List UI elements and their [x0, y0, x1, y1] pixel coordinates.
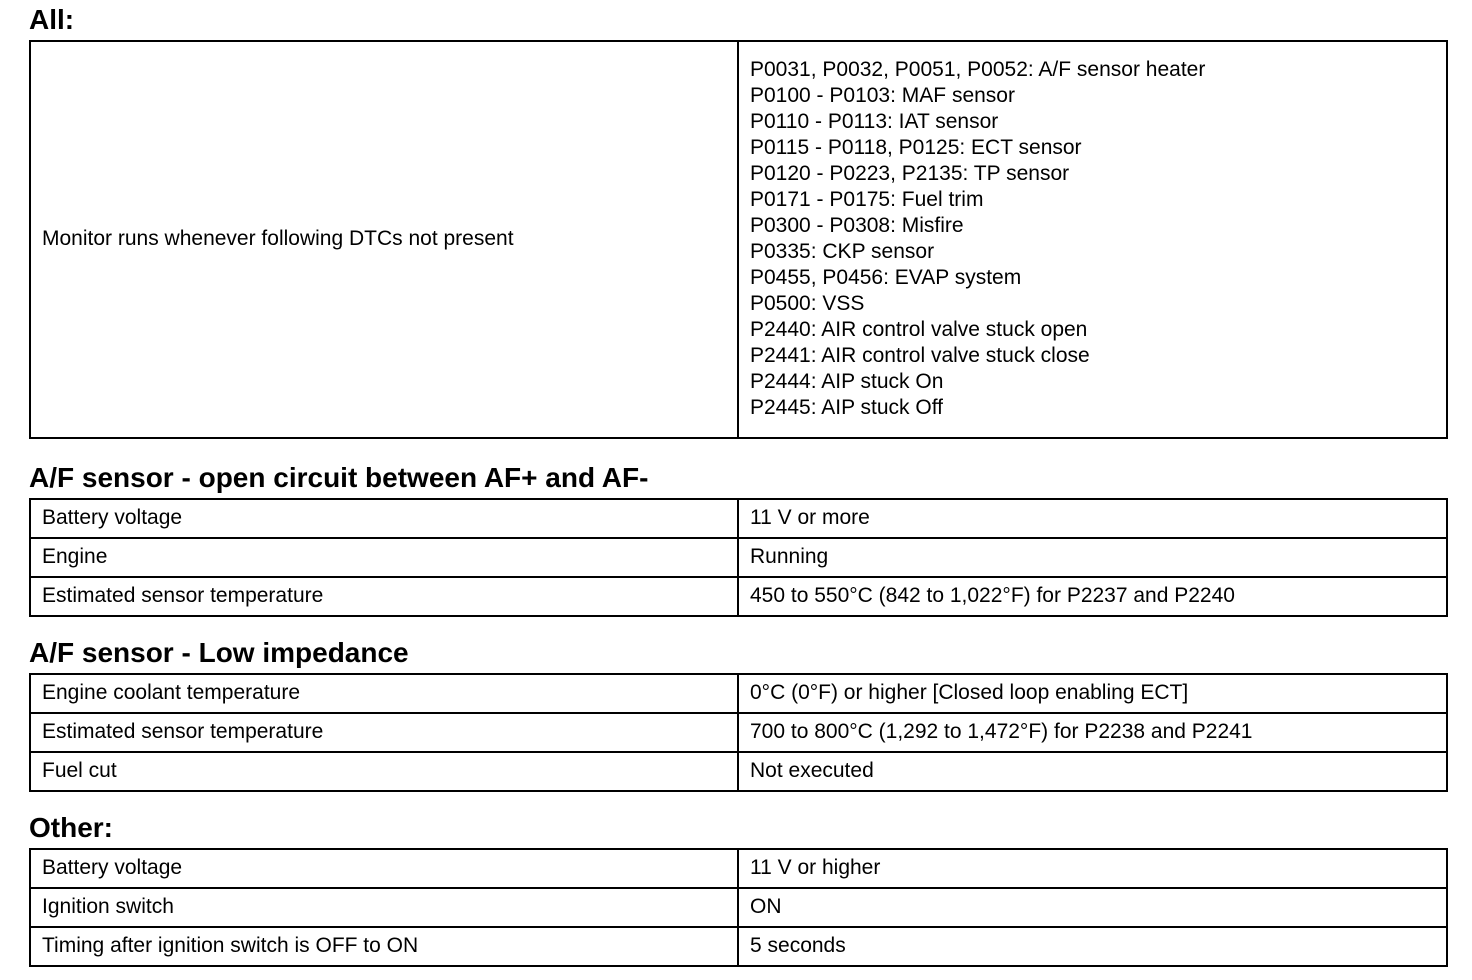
row-label: Ignition switch: [30, 888, 738, 927]
row-label: Estimated sensor temperature: [30, 713, 738, 752]
table-row: [30, 499, 1447, 538]
dtc-item: P0455, P0456: EVAP system: [750, 266, 1022, 289]
row-label: Estimated sensor temperature: [30, 577, 738, 616]
table-af-open-circuit: [29, 498, 1448, 617]
table-af-low-impedance: [29, 673, 1448, 792]
table-row: [30, 927, 1447, 966]
table-row: [30, 674, 1447, 713]
section-heading-all: All:: [29, 4, 75, 35]
dtc-list: [738, 41, 1447, 438]
row-value: 0°C (0°F) or higher [Closed loop enabling ECT]: [738, 674, 1447, 713]
dtc-item: P2444: AIP stuck On: [750, 370, 944, 393]
section-heading-af-low-impedance: A/F sensor - Low impedance: [29, 637, 409, 668]
table-row: [30, 41, 1447, 438]
row-label: Fuel cut: [30, 752, 738, 791]
row-label: Battery voltage: [30, 849, 738, 888]
dtc-item: P0335: CKP sensor: [750, 240, 935, 263]
dtc-item: P0031, P0032, P0051, P0052: A/F sensor heater: [750, 58, 1206, 81]
row-label: Engine coolant temperature: [30, 674, 738, 713]
dtc-item: P2440: AIR control valve stuck open: [750, 318, 1088, 341]
section-heading-af-open-circuit: A/F sensor - open circuit between AF+ and AF-: [29, 462, 649, 493]
row-value: Running: [738, 538, 1447, 577]
dtc-item: P2441: AIR control valve stuck close: [750, 344, 1090, 367]
dtc-item: P0171 - P0175: Fuel trim: [750, 188, 984, 211]
row-value: 11 V or higher: [738, 849, 1447, 888]
table-row: [30, 713, 1447, 752]
dtc-item: P0110 - P0113: IAT sensor: [750, 110, 999, 133]
row-label: Engine: [30, 538, 738, 577]
table-row: [30, 752, 1447, 791]
table-row: [30, 538, 1447, 577]
row-value: Not executed: [738, 752, 1447, 791]
dtc-item: P0120 - P0223, P2135: TP sensor: [750, 162, 1070, 185]
row-label: Battery voltage: [30, 499, 738, 538]
row-label: Timing after ignition switch is OFF to ON: [30, 927, 738, 966]
table-row: [30, 849, 1447, 888]
dtc-item: P0500: VSS: [750, 292, 865, 315]
row-value: 700 to 800°C (1,292 to 1,472°F) for P2238 and P2241: [738, 713, 1447, 752]
table-row: [30, 577, 1447, 616]
row-value: ON: [738, 888, 1447, 927]
table-all-conditions: [29, 40, 1448, 439]
dtc-item: P2445: AIP stuck Off: [750, 396, 944, 419]
table-other-conditions: [29, 848, 1448, 967]
table-row: [30, 888, 1447, 927]
dtc-item: P0100 - P0103: MAF sensor: [750, 84, 1015, 107]
dtc-item: P0300 - P0308: Misfire: [750, 214, 964, 237]
section-heading-other: Other:: [29, 812, 113, 843]
row-value: 11 V or more: [738, 499, 1447, 538]
row-value: 5 seconds: [738, 927, 1447, 966]
row-value: 450 to 550°C (842 to 1,022°F) for P2237 and P2240: [738, 577, 1447, 616]
condition-label: Monitor runs whenever following DTCs not present: [30, 41, 738, 438]
dtc-item: P0115 - P0118, P0125: ECT sensor: [750, 136, 1082, 159]
